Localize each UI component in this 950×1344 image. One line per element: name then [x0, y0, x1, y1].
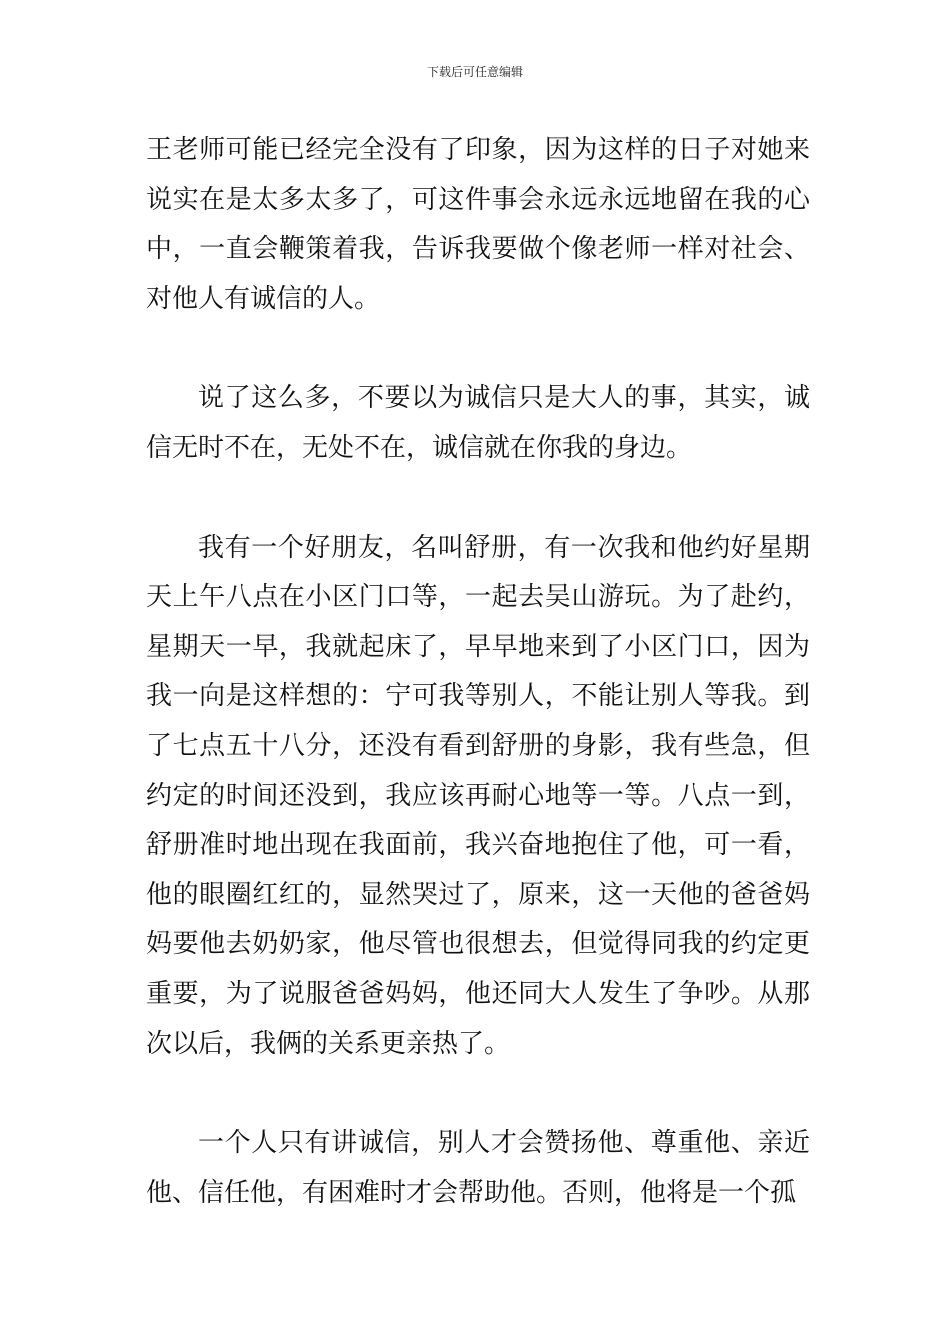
document-body [146, 126, 810, 1218]
paragraph-4: 一个人只有讲诚信，别人才会赞扬他、尊重他、亲近他、信任他，有困难时才会帮助他。否则，他将是一个孤 [146, 1128, 810, 1208]
paragraph-1: 王老师可能已经完全没有了印象，因为这样的日子对她来说实在是太多太多了，可这件事会永远永远地留在我的心中，一直会鞭策着我，告诉我要做个像老师一样对社会、对他人有诚信的人。 [146, 135, 810, 314]
paragraph-2: 说了这么多，不要以为诚信只是大人的事，其实，诚信无时不在，无处不在，诚信就在你我的身边。 [146, 383, 810, 463]
paragraph-gap [146, 324, 810, 374]
page-header: 下载后可任意编辑 [426, 65, 523, 79]
paragraph-gap [146, 474, 810, 524]
paragraph-3: 我有一个好朋友，名叫舒册，有一次我和他约好星期天上午八点在小区门口等，一起去吴山游玩。为了赴约，星期天一早，我就起床了，早早地来到了小区门口，因为我一向是这样想的：宁可我等别人，不能让别人等我。到了七点五十八分，还没有看到舒册的身影，我有些急，但约定的时间还没到，我应该再耐心地等一等。八点一到，舒册准时地出现在我面前，我兴奋地抱住了他，可一看，他的眼圈红红的，显然哭过了，原来，这一天他的爸爸妈妈要他去奶奶家，他尽管也很想去，但觉得同我的约定更重要，为了说服爸爸妈妈，他还同大人发生了争吵。从那次以后，我俩的关系更亲热了。 [146, 532, 810, 1059]
paragraph-gap [146, 1069, 810, 1119]
